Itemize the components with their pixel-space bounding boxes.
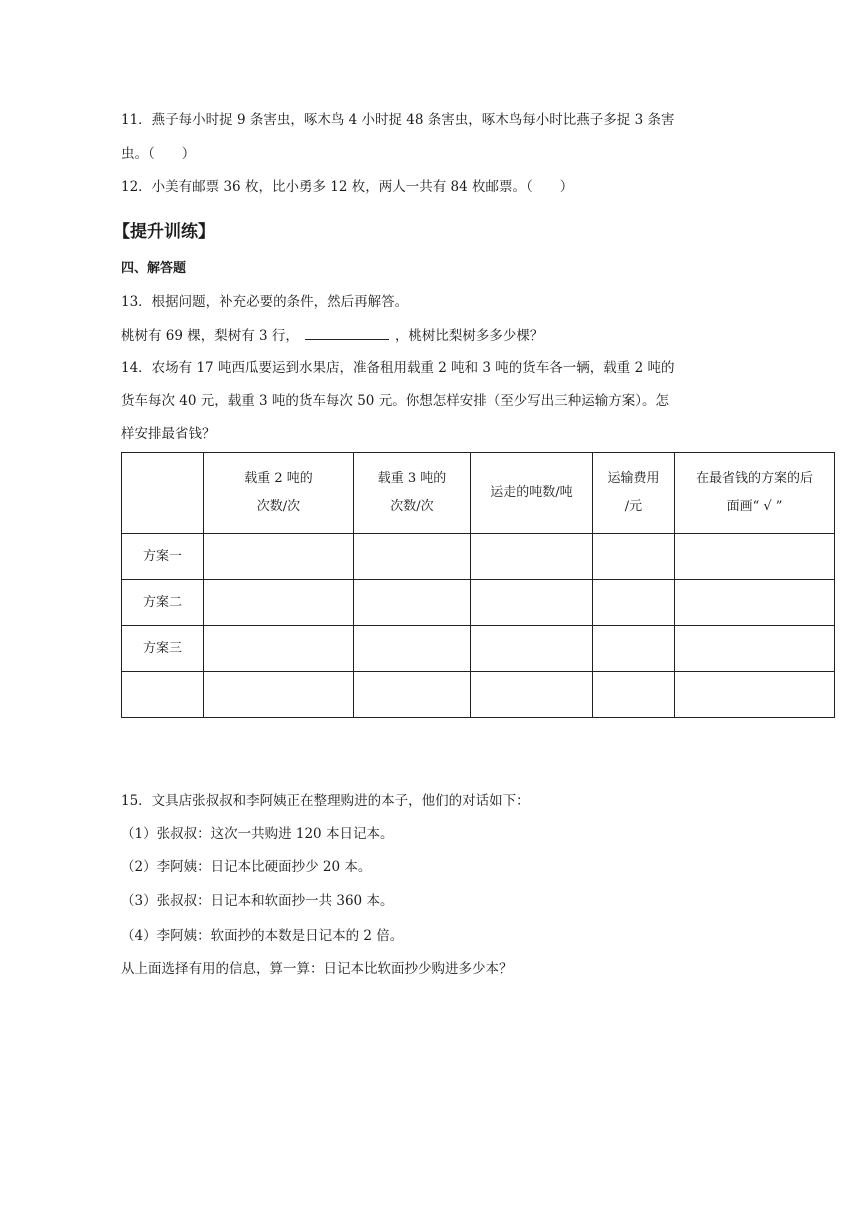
answer-cell[interactable] bbox=[354, 626, 471, 672]
table-row bbox=[122, 626, 835, 672]
q13-line1: 13．根据问题，补充必要的条件，然后再解答。 bbox=[121, 294, 409, 310]
row-label: 方案二 bbox=[122, 580, 204, 626]
q15-item-1: （1）张叔叔：这次一共购进 120 本日记本。 bbox=[121, 826, 394, 842]
header-cell: 载重 2 吨的 次数/次 bbox=[204, 453, 354, 534]
table-header-row bbox=[122, 453, 835, 534]
header-cell: 在最省钱的方案的后 面画“ √ ” bbox=[675, 453, 835, 534]
q13-line2-after: ，桃树比梨树多多少棵？ bbox=[394, 328, 544, 344]
q15-question: 从上面选择有用的信息，算一算：日记本比软面抄少购进多少本？ bbox=[121, 961, 513, 977]
header-cell: 运走的吨数/吨 bbox=[471, 453, 593, 534]
answer-cell[interactable] bbox=[593, 672, 675, 718]
q14-line2: 货车每次 40 元，载重 3 吨的货车每次 50 元。你想怎样安排（至少写出三种运输方案）。怎 bbox=[121, 393, 669, 409]
q14-line3: 样安排最省钱？ bbox=[121, 426, 216, 442]
answer-cell[interactable] bbox=[204, 672, 354, 718]
table-row bbox=[122, 580, 835, 626]
answer-cell[interactable] bbox=[675, 534, 835, 580]
subsection-title: 四、解答题 bbox=[121, 261, 187, 276]
q15-item-3: （3）张叔叔：日记本和软面抄一共 360 本。 bbox=[121, 893, 394, 909]
answer-cell[interactable] bbox=[593, 580, 675, 626]
q13-line2-before: 桃树有 69 棵，梨树有 3 行， bbox=[121, 328, 299, 344]
row-label: 方案一 bbox=[122, 534, 204, 580]
header-cell bbox=[122, 453, 204, 534]
answer-cell[interactable] bbox=[204, 626, 354, 672]
answer-cell[interactable] bbox=[204, 534, 354, 580]
answer-cell[interactable] bbox=[471, 626, 593, 672]
table-row bbox=[122, 672, 835, 718]
answer-cell[interactable] bbox=[354, 672, 471, 718]
transport-plan-table bbox=[121, 452, 835, 718]
answer-cell[interactable] bbox=[204, 580, 354, 626]
answer-cell[interactable] bbox=[354, 534, 471, 580]
answer-cell[interactable] bbox=[471, 672, 593, 718]
q13-line2 bbox=[121, 325, 543, 346]
answer-cell[interactable] bbox=[471, 534, 593, 580]
answer-cell[interactable] bbox=[675, 626, 835, 672]
q15-item-2: （2）李阿姨：日记本比硬面抄少 20 本。 bbox=[121, 859, 372, 875]
q14-line1: 14．农场有 17 吨西瓜要运到水果店，准备租用载重 2 吨和 3 吨的货车各一辆，载重 2 吨的 bbox=[121, 360, 675, 376]
answer-cell[interactable] bbox=[354, 580, 471, 626]
row-label bbox=[122, 672, 204, 718]
q12-text: 12．小美有邮票 36 枚，比小勇多 12 枚，两人一共有 84 枚邮票。（ ） bbox=[121, 179, 574, 195]
answer-cell[interactable] bbox=[675, 580, 835, 626]
answer-blank[interactable] bbox=[305, 325, 389, 340]
header-cell: 运输费用 /元 bbox=[593, 453, 675, 534]
answer-cell[interactable] bbox=[675, 672, 835, 718]
table-row bbox=[122, 534, 835, 580]
q15-line1: 15．文具店张叔叔和李阿姨正在整理购进的本子，他们的对话如下： bbox=[121, 793, 530, 809]
q11-line1: 11．燕子每小时捉 9 条害虫，啄木鸟 4 小时捉 48 条害虫，啄木鸟每小时比燕子多捉 3 条害 bbox=[121, 112, 675, 128]
q15-item-4: （4）李阿姨：软面抄的本数是日记本的 2 倍。 bbox=[121, 928, 404, 944]
row-label: 方案三 bbox=[122, 626, 204, 672]
answer-cell[interactable] bbox=[593, 626, 675, 672]
section-heading: 【提升训练】 bbox=[113, 222, 215, 242]
answer-cell[interactable] bbox=[593, 534, 675, 580]
q11-line2: 虫。（ ） bbox=[121, 146, 196, 162]
header-cell: 载重 3 吨的 次数/次 bbox=[354, 453, 471, 534]
answer-cell[interactable] bbox=[471, 580, 593, 626]
